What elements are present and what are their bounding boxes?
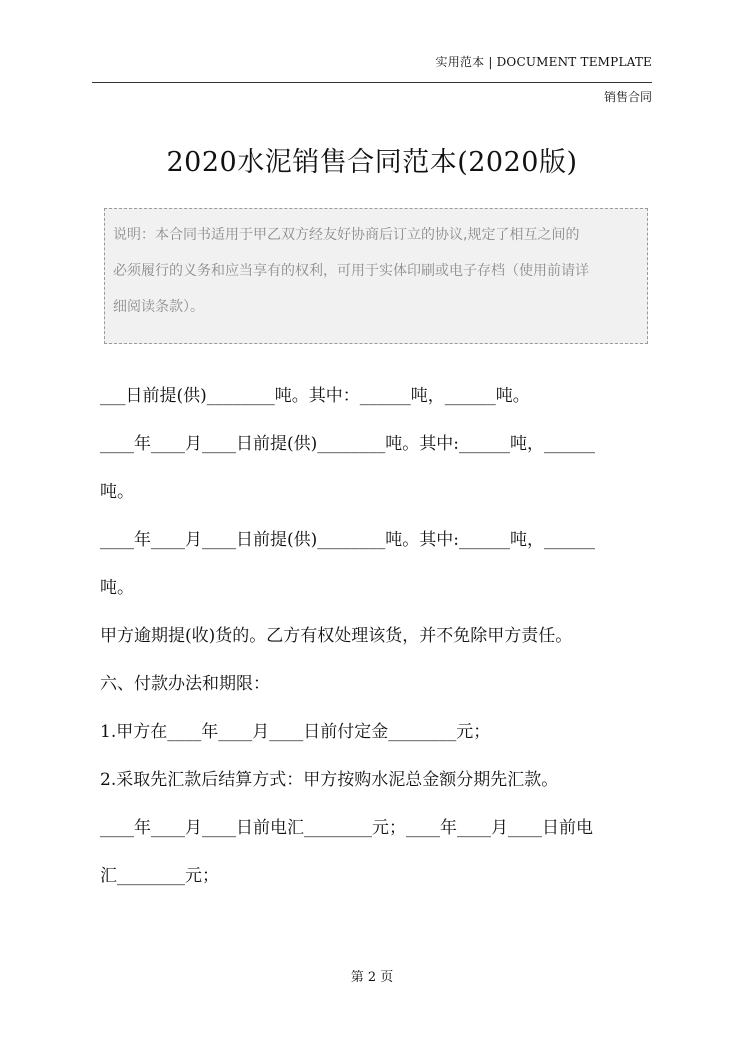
body-line: ____年____月____日前电汇________元；____年____月____日前电 bbox=[100, 818, 593, 838]
header-divider bbox=[92, 82, 652, 83]
body-line: 吨。 bbox=[100, 482, 134, 502]
body-line: ____年____月____日前提(供)________吨。其中:______吨，______ bbox=[100, 434, 595, 454]
instruction-note-box bbox=[104, 208, 648, 344]
body-line: ___日前提(供)________吨。其中：______吨，______吨。 bbox=[100, 386, 530, 406]
section-heading: 六、付款办法和期限： bbox=[100, 674, 270, 694]
document-title: 2020水泥销售合同范本(2020版) bbox=[166, 147, 578, 178]
note-line: 必须履行的义务和应当享有的权利，可用于实体印刷或电子存档（使用前请详 bbox=[113, 263, 589, 279]
body-line: 1.甲方在____年____月____日前付定金________元； bbox=[100, 722, 491, 742]
header-category: 销售合同 bbox=[603, 90, 652, 104]
body-line: ____年____月____日前提(供)________吨。其中:______吨，______ bbox=[100, 530, 595, 550]
page-number: 第 2 页 bbox=[350, 970, 394, 985]
note-line: 细阅读条款）。 bbox=[113, 299, 204, 315]
body-line: 2.采取先汇款后结算方式：甲方按购水泥总金额分期先汇款。 bbox=[100, 770, 559, 790]
contract-body bbox=[100, 372, 656, 900]
body-line: 汇________元； bbox=[100, 866, 219, 886]
header-brand: 实用范本 | DOCUMENT TEMPLATE bbox=[435, 55, 652, 69]
body-line: 甲方逾期提(收)货的。乙方有权处理该货，并不免除甲方责任。 bbox=[100, 626, 573, 646]
body-line: 吨。 bbox=[100, 578, 134, 598]
note-line: 说明：本合同书适用于甲乙双方经友好协商后订立的协议,规定了相互之间的 bbox=[113, 227, 580, 243]
